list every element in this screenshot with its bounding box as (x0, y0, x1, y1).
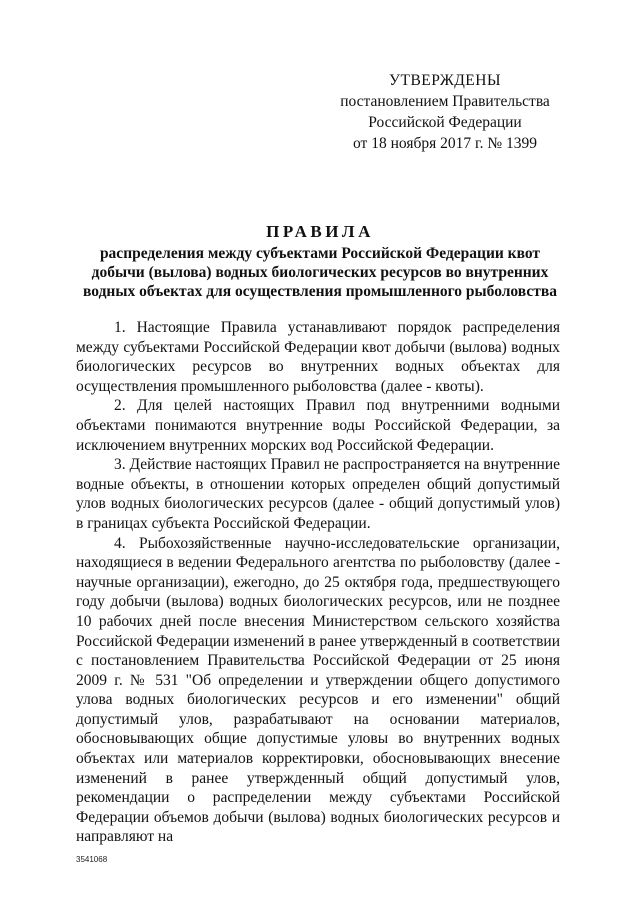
document-number: 3541068 (76, 855, 108, 864)
approval-line-2: Российской Федерации (368, 114, 522, 131)
document-body (76, 318, 560, 847)
approval-line-3: от 18 ноября 2017 г. № 1399 (353, 135, 537, 152)
approval-heading: УТВЕРЖДЕНЫ (389, 72, 501, 89)
document-subtitle: распределения между субъектами Российской Федерации квот добычи (вылова) водных биологических ресурсов во внутренних водных объектах для осуществления промышленного рыболовства (83, 245, 557, 300)
paragraph-1: 1. Настоящие Правила устанавливают порядок распределения между субъектами Российской Федерации квот добычи (вылова) водных биологических ресурсов во внутренних водных объектах для осуществления промышленного рыболовства (далее - квоты). (76, 319, 560, 395)
document-title: ПРАВИЛА (266, 222, 374, 241)
paragraph-3: 3. Действие настоящих Правил не распространяется на внутренние водные объекты, в отношении которых определен общий допустимый улов водных биологических ресурсов (далее - общий допустимый улов) в границах субъекта Российской Федерации. (76, 456, 560, 532)
paragraph-4: 4. Рыбохозяйственные научно-исследовательские организации, находящиеся в ведении Федерального агентства по рыболовству (далее - научные организации), ежегодно, до 25 октября года, предшествующего году добычи (вылова) водных биологических ресурсов, или не позднее 10 рабочих дней после внесения Министерством сельского хозяйства Российской Федерации изменений в ранее утвержденный в соответствии с постановлением Правительства Российской Федерации от 25 июня 2009 г. № 531 "Об определении и утверждении общего допустимого улова водных биологических ресурсов и его изменении" общий допустимый улов, разрабатывают на основании материалов, обосновывающих общие допустимые уловы во внутренних водных объектах или материалов корректировки, обосновывающих внесение изменений в ранее утвержденный общий допустимый улов, рекомендации о распределении между субъектами Российской Федерации объемов добычи (вылова) водных биологических ресурсов и направляют на (76, 534, 560, 846)
approval-line-1: постановлением Правительства (340, 93, 550, 110)
paragraph-2: 2. Для целей настоящих Правил под внутренними водными объектами понимаются внутренние воды Российской Федерации, за исключением внутренних морских вод Российской Федерации. (76, 397, 560, 454)
approval-block (320, 70, 570, 154)
